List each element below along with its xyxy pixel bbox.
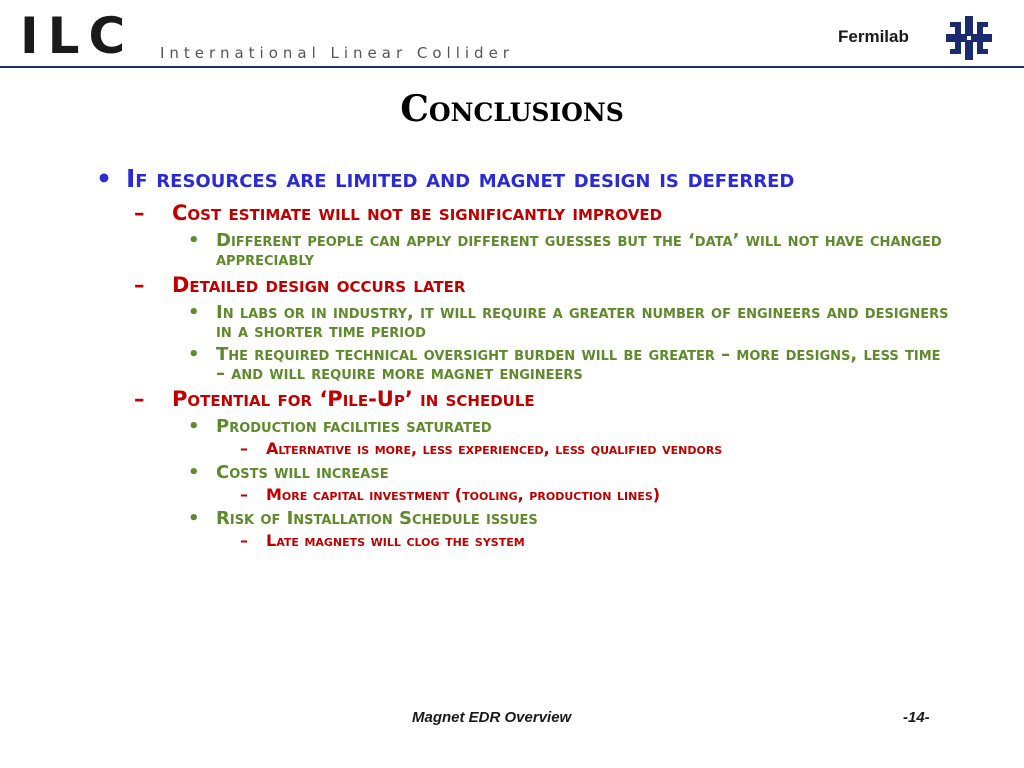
slide-header bbox=[0, 0, 1024, 70]
bullet-text: Risk of Installation Schedule issues bbox=[216, 508, 538, 529]
detail-bullet-item bbox=[188, 463, 950, 482]
bullet-text: Detailed design occurs later bbox=[172, 273, 466, 297]
bullet-text: If resources are limited and magnet design is deferred bbox=[126, 164, 795, 193]
bullet-text: Alternative is more, less experienced, less qualified vendors bbox=[266, 439, 723, 458]
bullet-marker: – bbox=[134, 201, 145, 225]
bullet-marker: – bbox=[240, 485, 248, 504]
page-number: -14- bbox=[903, 709, 930, 726]
bullet-marker: – bbox=[240, 531, 248, 550]
bullet-text: Late magnets will clog the system bbox=[266, 531, 525, 550]
bullet-marker: • bbox=[188, 416, 200, 437]
detail-bullet-item bbox=[188, 345, 950, 383]
bullet-text: Potential for ‘Pile-Up’ in schedule bbox=[172, 387, 535, 411]
bullet-list bbox=[90, 165, 950, 555]
bullet-marker: – bbox=[134, 387, 145, 411]
footer-title: Magnet EDR Overview bbox=[412, 709, 572, 726]
bullet-text: Production facilities saturated bbox=[216, 416, 492, 437]
sub-bullet-item bbox=[134, 201, 950, 225]
bullet-text: The required technical oversight burden will be greater – more designs, less time – and will require more magnet engineers bbox=[216, 344, 941, 384]
note-bullet-item bbox=[240, 532, 950, 549]
bullet-text: More capital investment (tooling, production lines) bbox=[266, 485, 661, 504]
fermilab-logo-icon bbox=[946, 16, 992, 60]
note-bullet-item bbox=[240, 486, 950, 503]
bullet-marker: • bbox=[188, 508, 200, 529]
detail-bullet-item bbox=[188, 303, 950, 341]
note-bullet-item bbox=[240, 440, 950, 457]
bullet-text: Costs will increase bbox=[216, 462, 389, 483]
bullet-marker: • bbox=[188, 302, 200, 323]
lab-name: Fermilab bbox=[838, 27, 909, 46]
sub-bullet-item bbox=[134, 273, 950, 297]
bullet-marker: – bbox=[134, 273, 145, 297]
bullet-marker: • bbox=[188, 344, 200, 365]
bullet-text: Different people can apply different guesses but the ‘data’ will not have changed appreciably bbox=[216, 230, 942, 270]
sub-bullet-item bbox=[134, 387, 950, 411]
header-divider bbox=[0, 66, 1024, 68]
ilc-logo-subtitle: International Linear Collider bbox=[160, 44, 514, 62]
detail-bullet-item bbox=[188, 509, 950, 528]
bullet-marker: – bbox=[240, 439, 248, 458]
bullet-marker: • bbox=[188, 230, 200, 251]
bullet-marker: • bbox=[96, 164, 112, 193]
ilc-logo: ILC bbox=[20, 7, 135, 65]
detail-bullet-item bbox=[188, 417, 950, 436]
bullet-marker: • bbox=[188, 462, 200, 483]
detail-bullet-item bbox=[188, 231, 950, 269]
bullet-text: Cost estimate will not be significantly improved bbox=[172, 201, 663, 225]
bullet-text: In labs or in industry, it will require a greater number of engineers and designers in a shorter time period bbox=[216, 302, 949, 342]
slide-title: Conclusions bbox=[400, 88, 624, 130]
bullet-item bbox=[90, 165, 950, 193]
